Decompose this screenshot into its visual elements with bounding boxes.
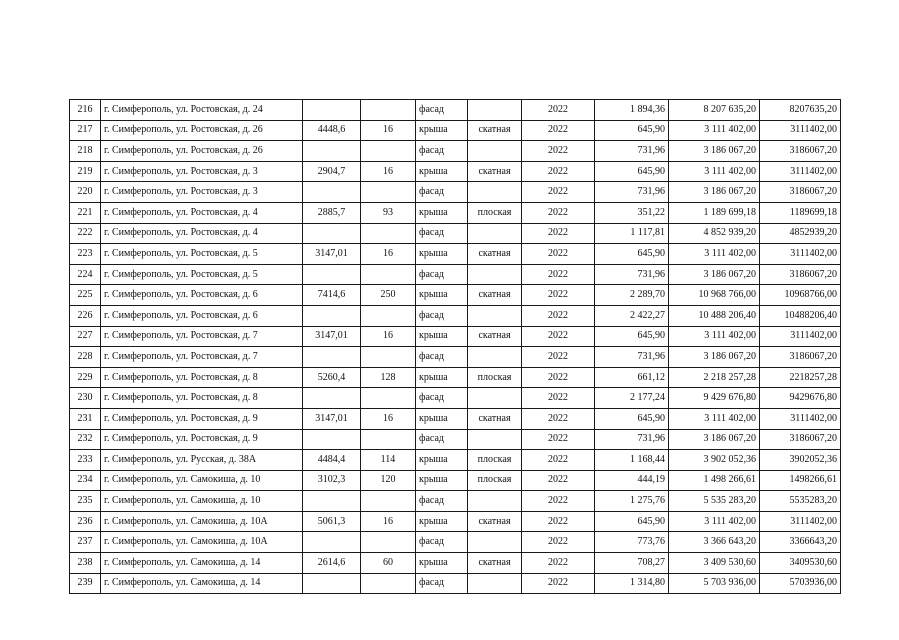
total-cost-cell: 9 429 676,80 (669, 388, 760, 409)
unit-cost-cell: 1 275,76 (595, 491, 669, 512)
total-plain-cell: 3186067,20 (760, 264, 841, 285)
address-cell: г. Симферополь, ул. Самокиша, д. 10А (101, 511, 303, 532)
unit-cost-cell: 731,96 (595, 264, 669, 285)
total-cost-cell: 3 186 067,20 (669, 141, 760, 162)
row-number-cell: 238 (70, 553, 101, 574)
year-cell: 2022 (522, 100, 595, 121)
year-cell: 2022 (522, 161, 595, 182)
total-plain-cell: 3186067,20 (760, 347, 841, 368)
year-cell: 2022 (522, 326, 595, 347)
address-cell: г. Симферополь, ул. Самокиша, д. 10А (101, 532, 303, 553)
total-cost-cell: 3 111 402,00 (669, 326, 760, 347)
total-plain-cell: 1189699,18 (760, 202, 841, 223)
flats-cell: 128 (361, 367, 416, 388)
year-cell: 2022 (522, 532, 595, 553)
total-plain-cell: 3186067,20 (760, 429, 841, 450)
address-cell: г. Симферополь, ул. Ростовская, д. 5 (101, 244, 303, 265)
flats-cell: 120 (361, 470, 416, 491)
address-cell: г. Симферополь, ул. Ростовская, д. 26 (101, 141, 303, 162)
total-plain-cell: 3111402,00 (760, 161, 841, 182)
total-cost-cell: 3 366 643,20 (669, 532, 760, 553)
table-row (70, 202, 841, 223)
table-row (70, 326, 841, 347)
row-number-cell: 220 (70, 182, 101, 203)
table-row (70, 223, 841, 244)
element-cell: фасад (416, 532, 468, 553)
row-number-cell: 229 (70, 367, 101, 388)
element-cell: фасад (416, 573, 468, 594)
roof-type-cell: скатная (468, 285, 522, 306)
element-cell: крыша (416, 161, 468, 182)
area-cell (303, 491, 361, 512)
flats-cell: 16 (361, 326, 416, 347)
total-plain-cell: 1498266,61 (760, 470, 841, 491)
element-cell: фасад (416, 141, 468, 162)
element-cell: фасад (416, 388, 468, 409)
row-number-cell: 217 (70, 120, 101, 141)
roof-type-cell: скатная (468, 326, 522, 347)
total-cost-cell: 3 111 402,00 (669, 511, 760, 532)
total-cost-cell: 5 535 283,20 (669, 491, 760, 512)
address-cell: г. Симферополь, ул. Ростовская, д. 3 (101, 182, 303, 203)
address-cell: г. Симферополь, ул. Ростовская, д. 9 (101, 429, 303, 450)
row-number-cell: 237 (70, 532, 101, 553)
table-row (70, 532, 841, 553)
year-cell: 2022 (522, 367, 595, 388)
table-row (70, 305, 841, 326)
area-cell: 2614,6 (303, 553, 361, 574)
row-number-cell: 222 (70, 223, 101, 244)
total-cost-cell: 3 186 067,20 (669, 264, 760, 285)
element-cell: фасад (416, 264, 468, 285)
address-cell: г. Симферополь, ул. Самокиша, д. 14 (101, 573, 303, 594)
unit-cost-cell: 645,90 (595, 161, 669, 182)
area-cell: 5260,4 (303, 367, 361, 388)
year-cell: 2022 (522, 182, 595, 203)
unit-cost-cell: 351,22 (595, 202, 669, 223)
total-cost-cell: 3 409 530,60 (669, 553, 760, 574)
address-cell: г. Симферополь, ул. Русская, д. 38А (101, 450, 303, 471)
roof-type-cell (468, 573, 522, 594)
area-cell (303, 305, 361, 326)
element-cell: фасад (416, 223, 468, 244)
unit-cost-cell: 731,96 (595, 347, 669, 368)
flats-cell (361, 141, 416, 162)
unit-cost-cell: 731,96 (595, 141, 669, 162)
total-plain-cell: 9429676,80 (760, 388, 841, 409)
unit-cost-cell: 645,90 (595, 511, 669, 532)
year-cell: 2022 (522, 491, 595, 512)
total-plain-cell: 3186067,20 (760, 141, 841, 162)
row-number-cell: 226 (70, 305, 101, 326)
unit-cost-cell: 1 314,80 (595, 573, 669, 594)
address-cell: г. Симферополь, ул. Самокиша, д. 10 (101, 470, 303, 491)
total-plain-cell: 3111402,00 (760, 326, 841, 347)
address-cell: г. Симферополь, ул. Ростовская, д. 26 (101, 120, 303, 141)
address-cell: г. Симферополь, ул. Ростовская, д. 4 (101, 202, 303, 223)
area-cell: 3147,01 (303, 408, 361, 429)
flats-cell (361, 264, 416, 285)
row-number-cell: 221 (70, 202, 101, 223)
flats-cell (361, 305, 416, 326)
year-cell: 2022 (522, 120, 595, 141)
roof-type-cell (468, 429, 522, 450)
flats-cell (361, 388, 416, 409)
row-number-cell: 236 (70, 511, 101, 532)
total-cost-cell: 1 189 699,18 (669, 202, 760, 223)
table-row (70, 244, 841, 265)
element-cell: фасад (416, 182, 468, 203)
total-plain-cell: 3111402,00 (760, 120, 841, 141)
area-cell (303, 388, 361, 409)
address-cell: г. Симферополь, ул. Ростовская, д. 9 (101, 408, 303, 429)
roof-type-cell: плоская (468, 367, 522, 388)
roof-type-cell: скатная (468, 511, 522, 532)
table-row (70, 573, 841, 594)
address-cell: г. Симферополь, ул. Ростовская, д. 7 (101, 347, 303, 368)
flats-cell (361, 532, 416, 553)
year-cell: 2022 (522, 450, 595, 471)
roof-type-cell (468, 223, 522, 244)
table-row (70, 141, 841, 162)
element-cell: крыша (416, 244, 468, 265)
table-row (70, 511, 841, 532)
area-cell (303, 141, 361, 162)
year-cell: 2022 (522, 305, 595, 326)
address-cell: г. Симферополь, ул. Ростовская, д. 4 (101, 223, 303, 244)
flats-cell: 250 (361, 285, 416, 306)
row-number-cell: 239 (70, 573, 101, 594)
table-row (70, 120, 841, 141)
row-number-cell: 233 (70, 450, 101, 471)
area-cell (303, 100, 361, 121)
row-number-cell: 223 (70, 244, 101, 265)
table-row (70, 367, 841, 388)
unit-cost-cell: 731,96 (595, 182, 669, 203)
total-plain-cell: 4852939,20 (760, 223, 841, 244)
table-row (70, 161, 841, 182)
flats-cell (361, 429, 416, 450)
element-cell: крыша (416, 511, 468, 532)
row-number-cell: 235 (70, 491, 101, 512)
total-cost-cell: 3 111 402,00 (669, 408, 760, 429)
year-cell: 2022 (522, 511, 595, 532)
roof-type-cell: плоская (468, 450, 522, 471)
element-cell: крыша (416, 408, 468, 429)
address-cell: г. Симферополь, ул. Самокиша, д. 10 (101, 491, 303, 512)
table-row (70, 491, 841, 512)
total-cost-cell: 4 852 939,20 (669, 223, 760, 244)
element-cell: крыша (416, 450, 468, 471)
roof-type-cell (468, 532, 522, 553)
address-cell: г. Симферополь, ул. Самокиша, д. 14 (101, 553, 303, 574)
total-plain-cell: 3111402,00 (760, 408, 841, 429)
total-cost-cell: 10 968 766,00 (669, 285, 760, 306)
flats-cell (361, 491, 416, 512)
roof-type-cell: скатная (468, 408, 522, 429)
unit-cost-cell: 1 894,36 (595, 100, 669, 121)
element-cell: крыша (416, 202, 468, 223)
area-cell (303, 223, 361, 244)
row-number-cell: 218 (70, 141, 101, 162)
table-body (70, 100, 841, 594)
flats-cell (361, 347, 416, 368)
total-plain-cell: 3366643,20 (760, 532, 841, 553)
year-cell: 2022 (522, 553, 595, 574)
year-cell: 2022 (522, 388, 595, 409)
table-row (70, 470, 841, 491)
total-cost-cell: 10 488 206,40 (669, 305, 760, 326)
unit-cost-cell: 2 177,24 (595, 388, 669, 409)
roof-type-cell: скатная (468, 161, 522, 182)
table-row (70, 100, 841, 121)
address-cell: г. Симферополь, ул. Ростовская, д. 6 (101, 305, 303, 326)
table-row (70, 408, 841, 429)
flats-cell: 16 (361, 161, 416, 182)
year-cell: 2022 (522, 573, 595, 594)
total-plain-cell: 2218257,28 (760, 367, 841, 388)
year-cell: 2022 (522, 285, 595, 306)
row-number-cell: 225 (70, 285, 101, 306)
flats-cell: 16 (361, 511, 416, 532)
total-cost-cell: 8 207 635,20 (669, 100, 760, 121)
unit-cost-cell: 645,90 (595, 120, 669, 141)
element-cell: фасад (416, 429, 468, 450)
area-cell (303, 347, 361, 368)
element-cell: фасад (416, 491, 468, 512)
element-cell: фасад (416, 347, 468, 368)
flats-cell (361, 223, 416, 244)
table-row (70, 450, 841, 471)
address-cell: г. Симферополь, ул. Ростовская, д. 8 (101, 388, 303, 409)
roof-type-cell (468, 141, 522, 162)
unit-cost-cell: 645,90 (595, 408, 669, 429)
total-plain-cell: 10968766,00 (760, 285, 841, 306)
total-cost-cell: 5 703 936,00 (669, 573, 760, 594)
year-cell: 2022 (522, 470, 595, 491)
total-cost-cell: 3 186 067,20 (669, 182, 760, 203)
flats-cell: 16 (361, 244, 416, 265)
area-cell (303, 532, 361, 553)
row-number-cell: 228 (70, 347, 101, 368)
unit-cost-cell: 645,90 (595, 326, 669, 347)
total-plain-cell: 3902052,36 (760, 450, 841, 471)
total-cost-cell: 3 111 402,00 (669, 161, 760, 182)
year-cell: 2022 (522, 347, 595, 368)
total-plain-cell: 3111402,00 (760, 244, 841, 265)
total-plain-cell: 3111402,00 (760, 511, 841, 532)
area-cell: 2885,7 (303, 202, 361, 223)
row-number-cell: 219 (70, 161, 101, 182)
roof-type-cell: плоская (468, 202, 522, 223)
roof-type-cell: плоская (468, 470, 522, 491)
area-cell (303, 429, 361, 450)
element-cell: фасад (416, 305, 468, 326)
total-cost-cell: 3 902 052,36 (669, 450, 760, 471)
row-number-cell: 230 (70, 388, 101, 409)
area-cell: 7414,6 (303, 285, 361, 306)
total-plain-cell: 3409530,60 (760, 553, 841, 574)
year-cell: 2022 (522, 429, 595, 450)
area-cell: 3147,01 (303, 326, 361, 347)
total-plain-cell: 10488206,40 (760, 305, 841, 326)
unit-cost-cell: 661,12 (595, 367, 669, 388)
total-plain-cell: 8207635,20 (760, 100, 841, 121)
element-cell: крыша (416, 120, 468, 141)
roof-type-cell: скатная (468, 244, 522, 265)
element-cell: крыша (416, 553, 468, 574)
flats-cell: 60 (361, 553, 416, 574)
flats-cell: 16 (361, 120, 416, 141)
address-cell: г. Симферополь, ул. Ростовская, д. 8 (101, 367, 303, 388)
roof-type-cell (468, 182, 522, 203)
element-cell: крыша (416, 285, 468, 306)
unit-cost-cell: 2 422,27 (595, 305, 669, 326)
flats-cell: 16 (361, 408, 416, 429)
row-number-cell: 232 (70, 429, 101, 450)
roof-type-cell: скатная (468, 553, 522, 574)
total-cost-cell: 3 111 402,00 (669, 244, 760, 265)
total-cost-cell: 3 186 067,20 (669, 347, 760, 368)
roof-type-cell (468, 305, 522, 326)
table-row (70, 429, 841, 450)
row-number-cell: 216 (70, 100, 101, 121)
flats-cell (361, 182, 416, 203)
address-cell: г. Симферополь, ул. Ростовская, д. 3 (101, 161, 303, 182)
table-row (70, 553, 841, 574)
table-row (70, 388, 841, 409)
unit-cost-cell: 645,90 (595, 244, 669, 265)
area-cell (303, 264, 361, 285)
flats-cell: 93 (361, 202, 416, 223)
area-cell (303, 182, 361, 203)
total-plain-cell: 3186067,20 (760, 182, 841, 203)
address-cell: г. Симферополь, ул. Ростовская, д. 6 (101, 285, 303, 306)
roof-type-cell (468, 347, 522, 368)
year-cell: 2022 (522, 264, 595, 285)
element-cell: крыша (416, 470, 468, 491)
area-cell (303, 573, 361, 594)
area-cell: 4484,4 (303, 450, 361, 471)
year-cell: 2022 (522, 244, 595, 265)
area-cell: 2904,7 (303, 161, 361, 182)
row-number-cell: 224 (70, 264, 101, 285)
flats-cell (361, 573, 416, 594)
table-row (70, 285, 841, 306)
total-cost-cell: 1 498 266,61 (669, 470, 760, 491)
address-cell: г. Симферополь, ул. Ростовская, д. 5 (101, 264, 303, 285)
area-cell: 4448,6 (303, 120, 361, 141)
total-cost-cell: 3 186 067,20 (669, 429, 760, 450)
roof-type-cell (468, 264, 522, 285)
element-cell: крыша (416, 367, 468, 388)
year-cell: 2022 (522, 141, 595, 162)
element-cell: фасад (416, 100, 468, 121)
unit-cost-cell: 1 168,44 (595, 450, 669, 471)
year-cell: 2022 (522, 408, 595, 429)
table-row (70, 182, 841, 203)
table-row (70, 264, 841, 285)
total-cost-cell: 2 218 257,28 (669, 367, 760, 388)
address-cell: г. Симферополь, ул. Ростовская, д. 24 (101, 100, 303, 121)
area-cell: 3147,01 (303, 244, 361, 265)
year-cell: 2022 (522, 223, 595, 244)
unit-cost-cell: 1 117,81 (595, 223, 669, 244)
total-cost-cell: 3 111 402,00 (669, 120, 760, 141)
unit-cost-cell: 731,96 (595, 429, 669, 450)
table-row (70, 347, 841, 368)
unit-cost-cell: 773,76 (595, 532, 669, 553)
address-cell: г. Симферополь, ул. Ростовская, д. 7 (101, 326, 303, 347)
roof-type-cell (468, 100, 522, 121)
area-cell: 3102,3 (303, 470, 361, 491)
row-number-cell: 234 (70, 470, 101, 491)
element-cell: крыша (416, 326, 468, 347)
roof-type-cell (468, 388, 522, 409)
document-table (69, 99, 841, 594)
total-plain-cell: 5703936,00 (760, 573, 841, 594)
area-cell: 5061,3 (303, 511, 361, 532)
row-number-cell: 227 (70, 326, 101, 347)
total-plain-cell: 5535283,20 (760, 491, 841, 512)
roof-type-cell: скатная (468, 120, 522, 141)
roof-type-cell (468, 491, 522, 512)
unit-cost-cell: 444,19 (595, 470, 669, 491)
year-cell: 2022 (522, 202, 595, 223)
unit-cost-cell: 708,27 (595, 553, 669, 574)
flats-cell: 114 (361, 450, 416, 471)
row-number-cell: 231 (70, 408, 101, 429)
unit-cost-cell: 2 289,70 (595, 285, 669, 306)
flats-cell (361, 100, 416, 121)
